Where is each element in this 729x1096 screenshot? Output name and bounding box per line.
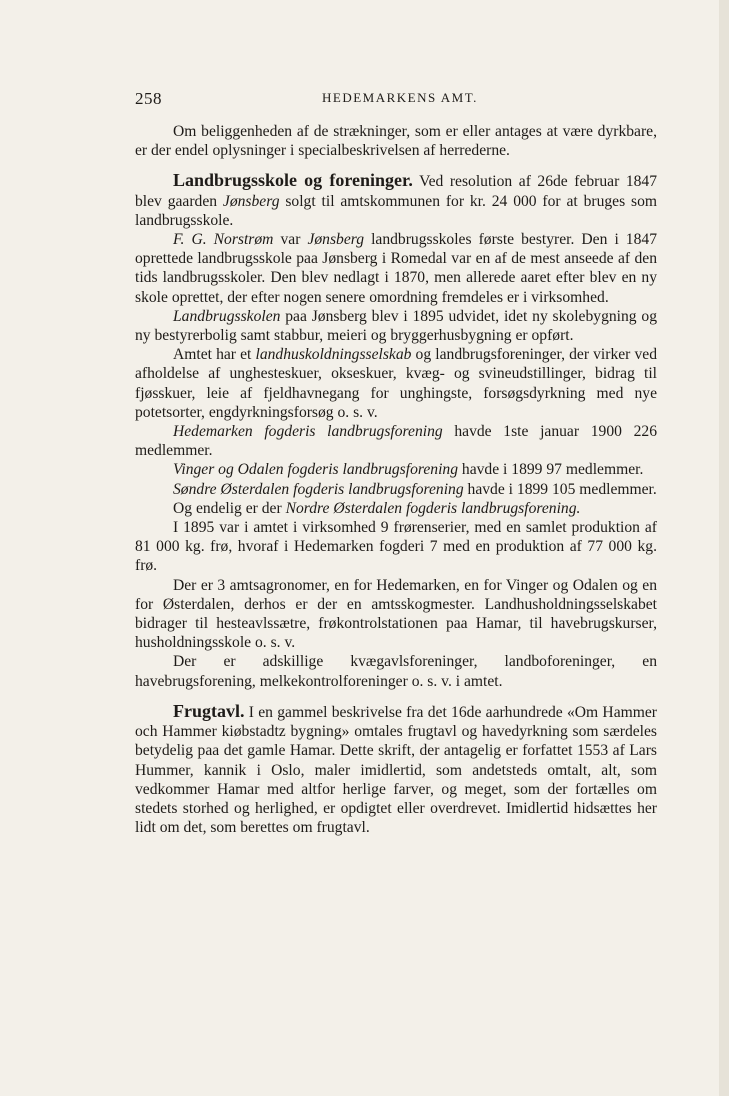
italic-text: landhuskoldningsselskab <box>255 346 412 364</box>
italic-text: Søndre Østerdalen fogderis landbrugsforening <box>173 480 464 498</box>
paragraph-text: Der er adskillige kvægavlsforeninger, landboforeninger, en havebrugsforening, melkekontrolforeninger o. s. v. i amtet. <box>135 653 657 690</box>
paragraph-agronomer <box>135 576 657 653</box>
paragraph-text: paa Jønsberg blev i 1895 udvidet, idet ny skolebygning og ny bestyrerbolig samt stabbur, meieri og bryggerhusbygning er opført. <box>135 307 657 345</box>
paragraph-skolen-udvidet <box>135 307 657 345</box>
italic-text: Nordre Østerdalen fogderis landbrugsforening. <box>285 499 581 517</box>
paragraph-sondre-forening <box>135 480 657 499</box>
paragraph-frorenserier <box>135 518 657 576</box>
paragraph-text: havde i 1899 97 medlemmer. <box>458 461 644 479</box>
paragraph-text: havde i 1899 105 medlemmer. <box>463 480 657 498</box>
paragraph-text: I en gammel beskrivelse fra det 16de aarhundrede «Om Hammer och Hammer kiøbstadtz bygning» omtales frugtavl og havedyrkning som særdeles betydelig paa det gamle Hamar. Dette skrift, der antagelig er forfattet 1553 af Lars Hummer, kannik i Oslo, maler imidlertid, som andetsteds omtalt, alt, som vedkommer Hamar med altfor herlige farver, og meget, som der fortælles om stedets storhed og herlighed, er opdigtet eller overdrevet. Imidlertid hidsættes her lidt om det, som berettes om frugtavl. <box>135 703 657 837</box>
paragraph-text: Og endelig er der <box>173 499 286 517</box>
italic-text: Jønsberg <box>307 231 365 249</box>
running-title: HEDEMARKENS AMT. <box>322 90 478 105</box>
paragraph-text: Der er 3 amtsagronomer, en for Hedemarken, en for Vinger og Odalen og en for Østerdalen, derhos er der en amtsskogmester. Landhusholdningsselskabet bidrager til hesteavlssætre, frøkontrolstationen paa Hamar, til havebrugskurser, husholdningsskole o. s. v. <box>135 576 657 652</box>
paragraph-selskab <box>135 345 657 422</box>
paragraph-landbrugsskole <box>135 171 657 230</box>
italic-text: F. G. Norstrøm <box>173 231 274 249</box>
paragraph-text: Amtet har et <box>173 346 256 364</box>
italic-text: Jønsberg <box>222 192 280 210</box>
paragraph-text: Om beliggenheden af de strækninger, som er eller antages at være dyrkbare, er der endel oplysninger i specialbeskrivelsen af herrederne. <box>135 123 657 160</box>
italic-text: Vinger og Odalen fogderis landbrugsforening <box>173 461 459 479</box>
page-header <box>135 86 657 110</box>
paragraph-beliggenhed <box>135 122 657 160</box>
paragraph-text: I 1895 var i amtet i virksomhed 9 frørenserier, med en samlet produktion af 81 000 kg. frø, hvoraf i Hedemarken fogderi 7 med en produktion af 77 000 kg. frø. <box>135 519 657 575</box>
italic-text: Landbrugsskolen <box>173 307 281 325</box>
paragraph-vinger-forening <box>135 460 657 479</box>
paragraph-text: landbrugsskoles første bestyrer. Den i 1847 oprettede landbrugsskole paa Jønsberg i Romedal var en af de mest anseede af den tids landbrugsskoler. Den blev nedlagt i 1870, men allerede aaret efter blev en ny skole oprettet, der efter nogen senere omordning fremdeles er i virksomhed. <box>135 231 657 306</box>
paragraph-norstrom <box>135 230 657 307</box>
paragraph-text: var <box>273 231 308 249</box>
paragraph-text: og landbrugsforeninger, der virker ved afholdelse af unghesteskuer, okseskuer, kvæg- og svineudstillinger, bidrag til fjøsskuer, leie af fjeldhavnegang for unghingste, forsøgsdyrkning med nye potetsorter, engdyrkningsforsøg o. s. v. <box>135 346 657 421</box>
paragraph-nordre-forening <box>135 499 657 518</box>
paragraph-frugtavl <box>135 702 657 837</box>
italic-text: Hedemarken fogderis landbrugsforening <box>173 423 443 441</box>
paragraph-kvaegavl <box>135 652 657 690</box>
body-text <box>135 122 657 837</box>
page-number: 258 <box>135 89 162 108</box>
paragraph-text: solgt til amtskommunen for kr. 24 000 for at bruges som landbrugsskole. <box>135 192 657 229</box>
section-heading-frugtavl: Frugtavl. <box>173 700 245 721</box>
paragraph-hedemarken-forening <box>135 422 657 460</box>
page-edge <box>719 0 729 1096</box>
paragraph-text: havde 1ste januar 1900 226 medlemmer. <box>135 423 657 460</box>
paragraph-text: Ved resolution af 26de februar 1847 blev gaarden <box>135 173 658 210</box>
section-heading-landbrugsskole: Landbrugsskole og foreninger. <box>173 170 413 191</box>
